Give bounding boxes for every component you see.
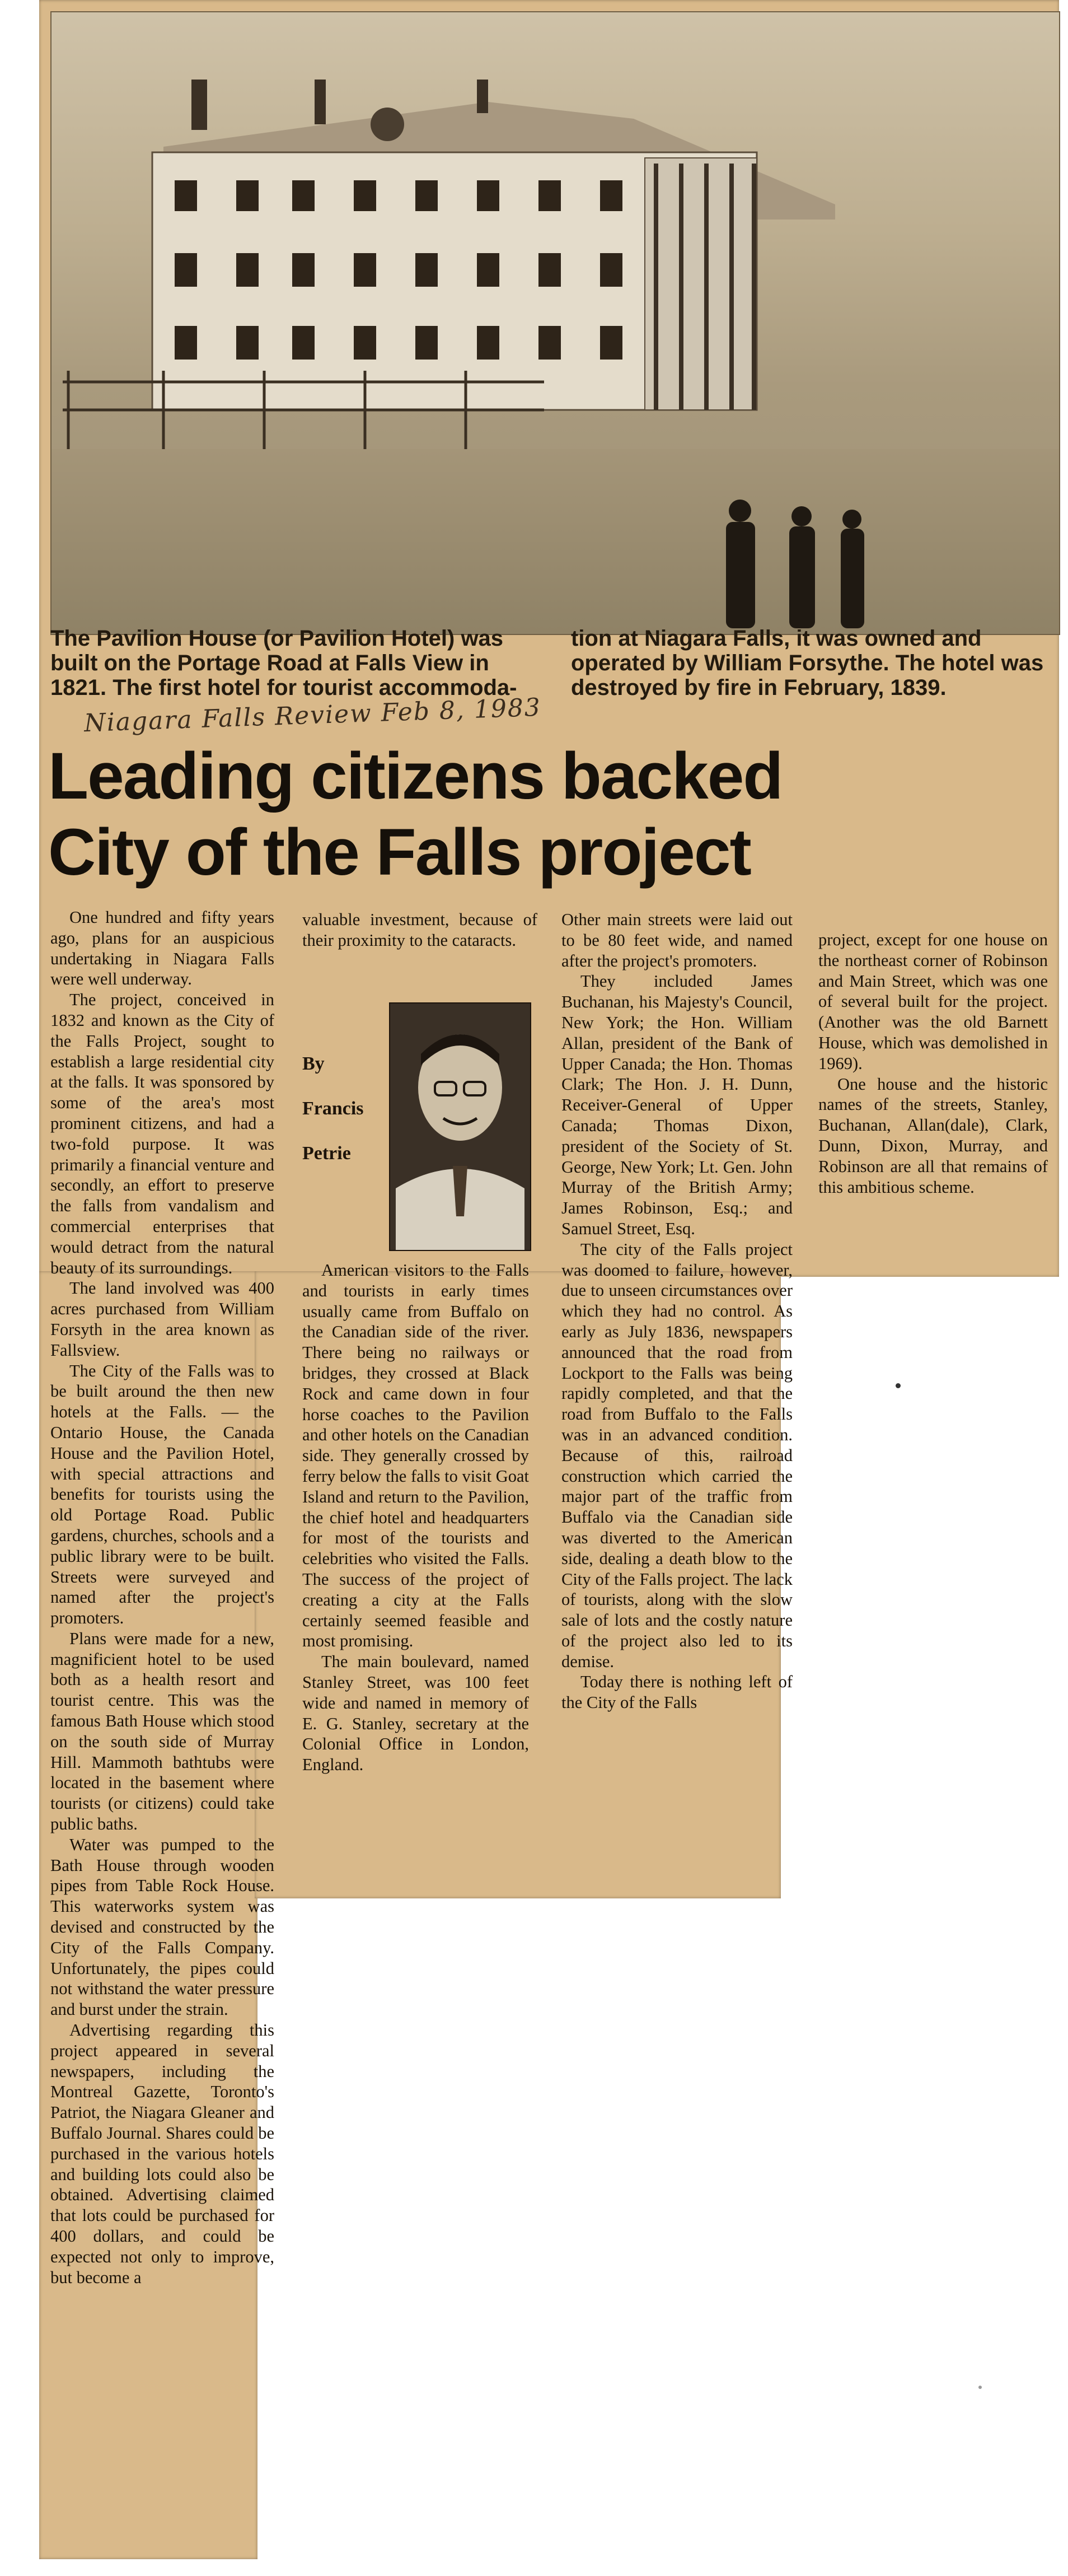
- scan-dust-mark: [978, 2386, 982, 2389]
- article-column-2: [302, 1260, 529, 1775]
- col3-paragraph: They included James Buchanan, his Majesty's Council, New York; the Hon. William Allan, president of the Bank of Upper Canada; the Hon. Thomas Clark; The Hon. J. H. Dunn, Receiver-General of Upper Canada; Thomas Dixon, president of the Society of St. George, New York; Lt. Gen. John Murray of the British Army; James Robinson, Esq.; and Samuel Street, Esq.: [561, 972, 793, 1238]
- fence-illustration: [51, 365, 555, 455]
- author-photo-illustration: [390, 1004, 530, 1250]
- col2-top-paragraph: valuable investment, because of their proximity to the cataracts.: [302, 910, 537, 950]
- scan-dust-mark: [896, 1383, 901, 1388]
- article-column-4: [818, 930, 1048, 1197]
- col1-paragraph: The project, conceived in 1832 and known as the City of the Falls Project, sought to establish a large residential city at the falls. It was sponsored by some of the area's most prominent citizens, and had a two-fold purpose. It was primarily a financial venture and secondly, an effort to preserve the falls from vandalism and commercial enterprises that would detract from the natural beauty of its surroundings.: [50, 990, 274, 1277]
- col1-paragraph: The City of the Falls was to be built around the then new hotels at the Falls. — the Ontario House, the Canada House and the Pavilion Hotel, with special attractions and benefits for tourists using the old Portage Road. Public gardens, churches, schools and a public library were to be built. Streets were surveyed and named after the project's promoters.: [50, 1361, 274, 1628]
- byline: [302, 1042, 386, 1176]
- col1-paragraph: The land involved was 400 acres purchased from William Forsyth in the area known as Fallsview.: [50, 1278, 274, 1360]
- article-column-3: [561, 909, 793, 1713]
- col2-paragraph: The main boulevard, named Stanley Street, was 100 feet wide and named in memory of E. G. Stanley, secretary at the Colonial Office in London, England.: [302, 1652, 529, 1775]
- photo-caption-right: tion at Niagara Falls, it was owned and operated by William Forsythe. The hotel was destroyed by fire in February, 1839.: [571, 626, 1044, 700]
- col3-paragraph: The city of the Falls project was doomed to failure, however, due to unseen circumstances over which they had no control. As early as July 1836, newspapers announced that the road from Lockport to the Falls was being rapidly completed, and that the road from Buffalo to the Falls was in an advanced condition. Because of this, railroad construction which carried the major part of the traffic from Buffalo via the Canadian side was diverted to the American side, dealing a death blow to the City of the Falls project. The lack of tourists, along with the slow sale of lots and the costly nature of the project also led to its demise.: [561, 1239, 793, 1671]
- byline-first-name: Francis: [302, 1098, 364, 1119]
- headline-line-1: Leading citizens backed: [48, 739, 783, 813]
- pavilion-house-photo: [50, 11, 1060, 635]
- col1-paragraph: One hundred and fifty years ago, plans for an auspicious undertaking in Niagara Falls were well underway.: [50, 908, 274, 989]
- col2-paragraph: American visitors to the Falls and tourists in early times usually came from Buffalo on the Canadian side of the river. There being no railways or bridges, they crossed at Black Rock and came down in four horse coaches to the Pavilion and other hotels on the Canadian side. They generally crossed by ferry below the falls to visit Goat Island and return to the Pavilion, the chief hotel and headquarters for most of the tourists and celebrities who visited the Falls. The success of the project of creating a city at the Falls certainly seemed feasible and most promising.: [302, 1261, 529, 1651]
- photo-caption-left: The Pavilion House (or Pavilion Hotel) was built on the Portage Road at Falls View in 1821. The first hotel for tourist accommoda-: [50, 626, 517, 700]
- col1-paragraph: Plans were made for a new, magnificient hotel to be used both as a health resort and tourist centre. This was the famous Bath House which stood on the south side of Murray Hill. Mammoth bathtubs were located in the basement where tourists (or citizens) could take public baths.: [50, 1628, 274, 1834]
- col1-paragraph: Advertising regarding this project appeared in several newspapers, including the Montreal Gazette, Toronto's Patriot, the Niagara Gleaner and Buffalo Journal. Shares could be purchased in the various hotels and building lots could also be obtained. Advertising claimed that lots could be purchased for 400 dollars, and could be expected not only to improve, but become a: [50, 2020, 274, 2287]
- headline-line-2: City of the Falls project: [48, 815, 751, 889]
- article-column-2-top: [302, 909, 537, 951]
- byline-last-name: Petrie: [302, 1143, 351, 1164]
- three-figures-illustration: [712, 488, 897, 634]
- col4-paragraph: project, except for one house on the northeast corner of Robinson and Main Street, which was one of several built for the project. (Another was the old Barnett House, which was demolished in 1969).: [818, 930, 1048, 1073]
- road-ground: [51, 449, 1059, 634]
- article-headline: [48, 738, 782, 890]
- col3-paragraph: Other main streets were laid out to be 80 feet wide, and named after the project's promoters.: [561, 910, 793, 970]
- handwritten-source-note: Niagara Falls Review Feb 8, 1983: [83, 693, 542, 738]
- col3-paragraph: Today there is nothing left of the City of the Falls: [561, 1672, 793, 1712]
- article-column-1: [50, 907, 274, 2288]
- byline-by: By: [302, 1053, 325, 1074]
- author-portrait: [389, 1002, 531, 1251]
- col4-paragraph: One house and the historic names of the streets, Stanley, Buchanan, Allan(dale), Clark, Dunn, Dixon, Murray, and Robinson are all that remains of this ambitious scheme.: [818, 1074, 1048, 1197]
- col1-paragraph: Water was pumped to the Bath House through wooden pipes from Table Rock House. This waterworks system was devised and constructed by the City of the Falls Company. Unfortunately, the pipes could not withstand the water pressure and burst under the strain.: [50, 1835, 274, 2019]
